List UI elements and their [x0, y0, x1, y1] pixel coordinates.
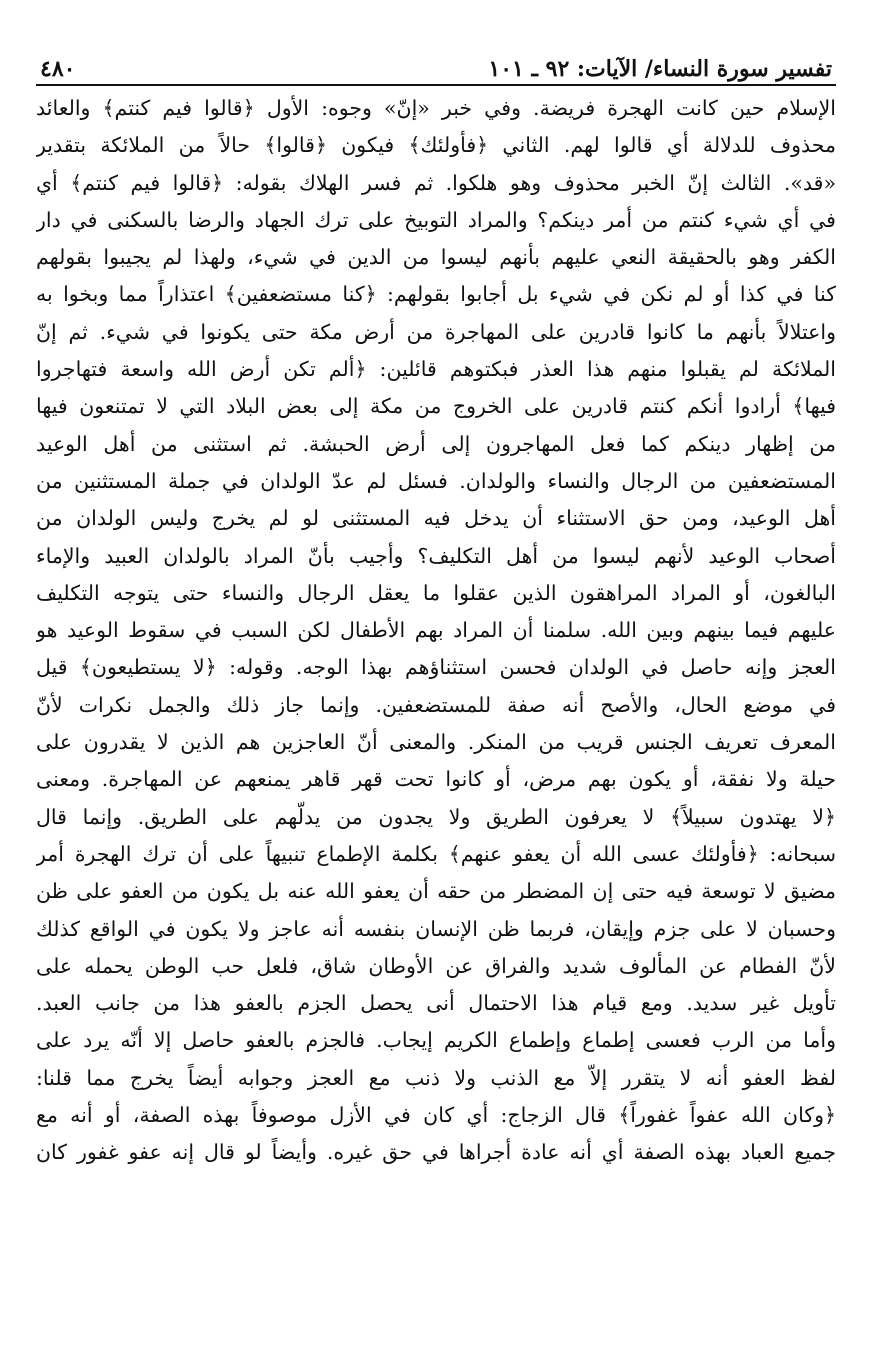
text-line: فيها﴾ أرادوا أنكم كنتم قادرين على الخروج من مكة إلى بعض البلاد التي لا تمتنعون فيها [36, 394, 836, 419]
text-line: العجز وإنه حاصل في الولدان فحسن استثناؤهم بهذا الوجه. وقوله: ﴿لا يستطيعون﴾ قيل [36, 655, 836, 680]
text-line: جميع العباد بهذه الصفة أي أنه عادة أجراها في حق غيره. وأيضاً لو قال إنه عفو غفور كان [36, 1140, 836, 1165]
book-page [36, 52, 836, 1172]
text-line: المعرف تعريف الجنس قريب من المنكر. والمعنى أنّ العاجزين هم الذين لا يقدرون على [36, 730, 836, 755]
text-line: أهل الوعيد، ومن حق الاستثناء أن يدخل فيه المستثنى لو لم يخرج وليس الولدان من [36, 506, 836, 531]
text-line: ﴿لا يهتدون سبيلاً﴾ لا يعرفون الطريق ولا يجدون من يدلّهم على الطريق. وإنما قال [36, 804, 836, 829]
text-line: في موضع الحال، والأصح أنه صفة للمستضعفين. وإنما جاز ذلك والجمل نكرات لأنّ [36, 692, 836, 717]
body-text [36, 90, 836, 1172]
text-line: ﴿وكان الله عفواً غفوراً﴾ قال الزجاج: أي كان في الأزل موصوفاً بهذه الصفة، أو أنه مع [36, 1103, 836, 1128]
text-line: عليهم فيما بينهم وبين الله. سلمنا أن المراد بهم الأطفال لكن السبب في سقوط الوعيد هو [36, 618, 836, 643]
text-line: تأويل غير سديد. ومع قيام هذا الاحتمال أنى يحصل الجزم بالعفو هذا من جانب العبد. [36, 991, 836, 1016]
text-line: الكفر وهو بالحقيقة النعي عليهم بأنهم ليسوا من الدين في شيء، ولهذا لم يجيبوا بقولهم [36, 245, 836, 270]
text-line: واعتلالاً بأنهم ما كانوا قادرين على المهاجرة من أرض مكة حتى يكونوا في شيء. ثم إنّ [36, 319, 836, 344]
text-line: لفظ العفو أنه لا يتقرر إلاّ مع الذنب ولا ذنب مع العجز وجوابه أيضاً يخرج مما قلنا: [36, 1065, 836, 1090]
text-line: محذوف للدلالة أي قالوا لهم. الثاني ﴿فأولئك﴾ فيكون ﴿قالوا﴾ حالاً من الملائكة بتقدير [36, 133, 836, 158]
text-line: سبحانه: ﴿فأولئك عسى الله أن يعفو عنهم﴾ بكلمة الإطماع تنبيهاً على أن ترك الهجرة أمر [36, 841, 836, 866]
text-line: أصحاب الوعيد لأنهم ليسوا من أهل التكليف؟ وأجيب بأنّ المراد بالولدان العبيد والإماء [36, 543, 836, 568]
running-title: تفسير سورة النساء/ الآيات: ٩٢ ـ ١٠١ [488, 56, 832, 82]
text-line: حيلة ولا نفقة، أو يكون بهم مرض، أو كانوا تحت قهر قاهر يمنعهم عن المهاجرة. ومعنى [36, 767, 836, 792]
text-line: المستضعفين من الرجال والنساء والولدان. فسئل لم عدّ الولدان في جملة المستثنين من [36, 468, 836, 493]
text-line: وحسبان لا على جزم وإيقان، فربما ظن الإنسان بنفسه أنه عاجز ولا يكون في الواقع كذلك [36, 916, 836, 941]
page-header [36, 52, 836, 86]
text-line: البالغون، أو المراد المراهقون الذين عقلوا ما يعقل الرجال والنساء حتى يتوجه التكليف [36, 580, 836, 605]
text-line: في أي شيء كنتم من أمر دينكم؟ والمراد التوبيخ على ترك الجهاد والرضا بالسكنى في دار [36, 207, 836, 232]
text-line: من إظهار دينكم كما فعل المهاجرون إلى أرض الحبشة. ثم استثنى من أهل الوعيد [36, 431, 836, 456]
page-number: ٤٨٠ [40, 56, 76, 82]
text-line: الملائكة لم يقبلوا منهم هذا العذر فبكتوهم قائلين: ﴿ألم تكن أرض الله واسعة فتهاجروا [36, 357, 836, 382]
text-line: مضيق لا توسعة فيه حتى إن المضطر من حقه أن يعفو الله عنه بل يكون من العفو على ظن [36, 879, 836, 904]
text-line: الإسلام حين كانت الهجرة فريضة. وفي خبر «إنّ» وجوه: الأول ﴿قالوا فيم كنتم﴾ والعائد [36, 96, 836, 120]
text-line: كنا في كذا أو لم نكن في شيء بل أجابوا بقولهم: ﴿كنا مستضعفين﴾ اعتذاراً مما وبخوا به [36, 282, 836, 307]
text-line: وأما من الرب فعسى إطماع وإطماع الكريم إيجاب. فالجزم بالعفو حاصل إلا أنّه يرد على [36, 1028, 836, 1053]
text-line: لأنّ الفطام عن المألوف شديد والفراق عن الأوطان شاق، فلعل حب الوطن يحمله على [36, 953, 836, 978]
text-line: «قد». الثالث إنّ الخبر محذوف وهو هلكوا. ثم فسر الهلاك بقوله: ﴿قالوا فيم كنتم﴾ أي [36, 170, 836, 195]
